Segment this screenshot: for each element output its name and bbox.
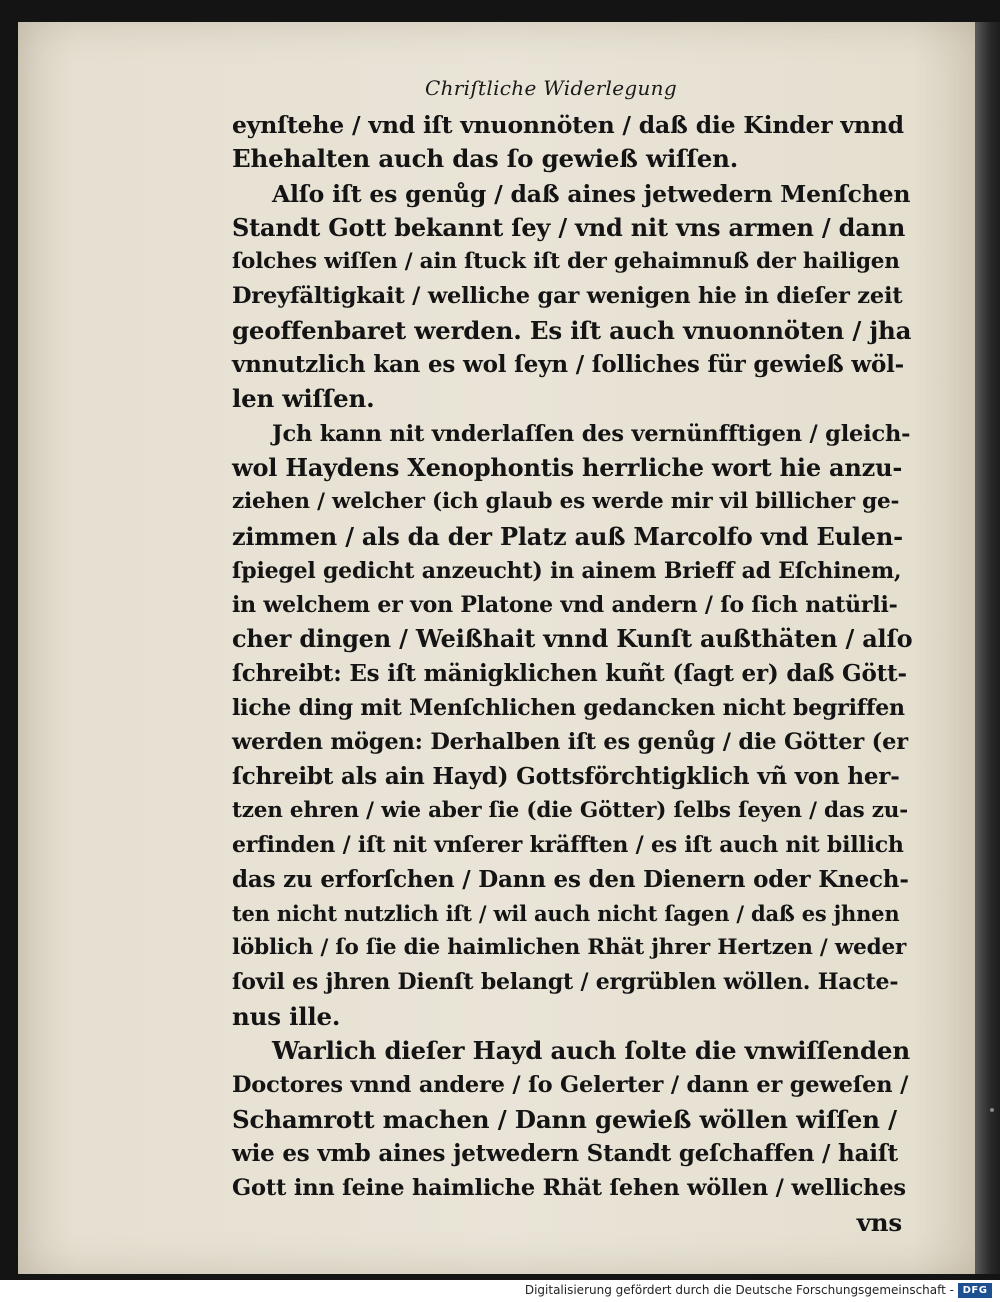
text-line: Standt Gott bekannt ſey / vnd nit vns armen / dann [232,212,906,242]
text-line: Doctores vnnd andere / ſo Gelerter / dann er geweſen / [232,1072,909,1099]
text-line: wol Haydens Xenophontis herrliche wort hie anzu- [232,452,903,482]
text-line: cher dingen / Weißhait vnnd Kunſt außthäten / alſo [232,624,913,654]
text-line: Gott inn ſeine haimliche Rhät ſehen wöllen / welliches [232,1175,906,1202]
text-line: ziehen / welcher (ich glaub es werde mir vil billicher ge- [232,489,900,515]
running-head: Chriſtliche Widerlegung [425,76,677,100]
text-line: Alſo iſt es genůg / daß aines jetwedern Menſchen [272,179,911,208]
text-line: zimmen / als da der Platz auß Marcolfo vnd Eulen- [232,521,903,551]
text-line: ſchreibt als ain Hayd) Gottsförchtigklich vñ von her- [232,762,900,790]
text-line: Dreyfältigkait / welliche gar wenigen hie in dieſer zeit [232,283,903,310]
text-line: geoffenbaret werden. Es iſt auch vnuonnöten / jha [232,315,912,345]
text-line: liche ding mit Menſchlichen gedancken nicht begriffen [232,695,905,722]
page-text [232,108,912,1240]
funding-notice: Digitalisierung gefördert durch die Deutsche Forschungsgemeinschaft - [524,1283,954,1297]
text-line: Warlich dieſer Hayd auch ſolte die vnwiſſenden [272,1036,910,1066]
page-edge [975,22,1000,1274]
text-line: tzen ehren / wie aber ſie (die Götter) ſelbs ſeyen / das zu- [232,797,908,823]
text-line: Schamrott machen / Dann gewieß wöllen wiſſen / [232,1104,897,1134]
text-line: werden mögen: Derhalben iſt es genůg / die Götter (er [232,729,908,756]
text-line: in welchem er von Platone vnd andern / ſo ſich natürli- [232,592,898,619]
text-line: vnnutzlich kan es wol ſeyn / ſolliches für gewieß wöl- [232,351,904,379]
text-line: ſchreibt: Es iſt mänigklichen kuñt (ſagt er) daß Gött- [232,659,907,687]
text-line: ſpiegel gedicht anzeucht) in ainem Brieff ad Eſchinem, [232,557,902,584]
text-line: wie es vmb aines jetwedern Standt geſchaffen / haiſt [232,1139,898,1167]
text-line: löblich / ſo ſie die haimlichen Rhät jhrer Hertzen / weder [232,935,907,961]
text-line: Ehehalten auch das ſo gewieß wiſſen. [232,144,739,174]
text-line: ſovil es jhren Dienſt belangt / ergrüblen wöllen. Hacte- [232,969,899,996]
text-line: ten nicht nutzlich iſt / wil auch nicht ſagen / daß es jhnen [232,900,900,926]
text-line: Jch kann nit vnderlaſſen des vernünfftigen / gleich- [272,420,911,447]
text-line: nus ille. [232,1001,341,1031]
dfg-logo[interactable]: DFG [958,1283,992,1298]
text-line: eynſtehe / vnd iſt vnuonnöten / daß die Kinder vnnd [232,111,904,139]
text-line: das zu erforſchen / Dann es den Dienern oder Knech- [232,865,909,893]
edge-mark [990,1108,994,1112]
text-line: erfinden / iſt nit vnſerer kräfften / es iſt auch nit billich [232,832,904,859]
text-line: ſolches wiſſen / ain ſtuck iſt der gehaimnuß der hailigen [232,249,900,275]
text-line: len wiſſen. [232,384,375,414]
catchword: vns [856,1207,902,1237]
